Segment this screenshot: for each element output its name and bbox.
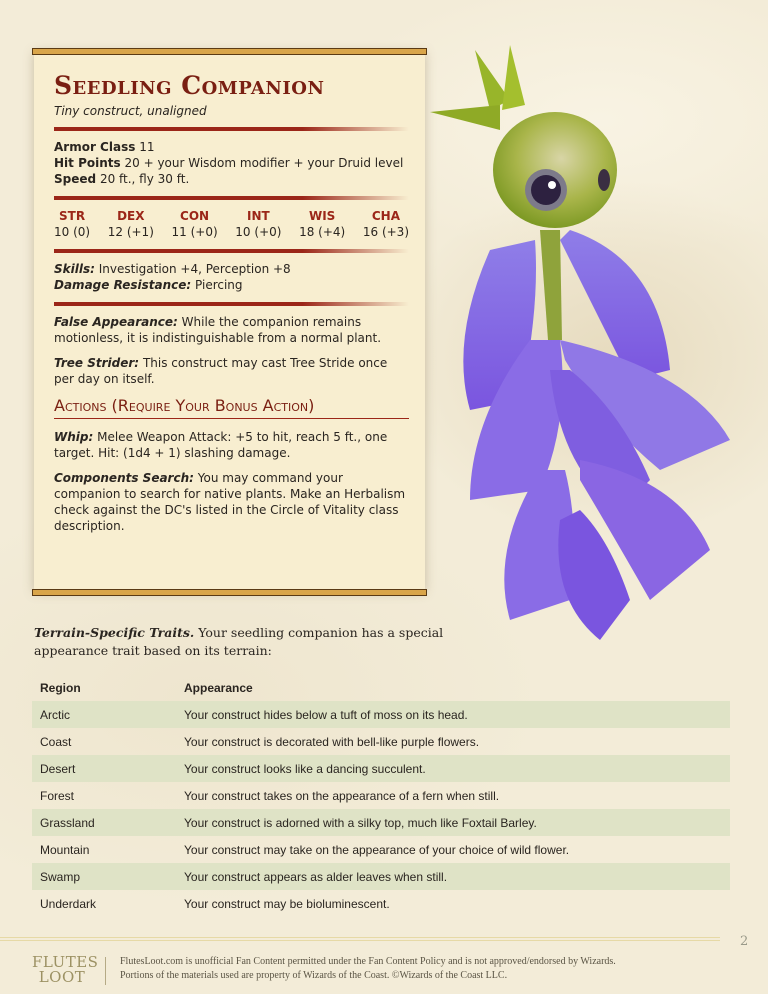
table-row: Underdark Your construct may be bioluminescent. [40,896,390,911]
ability-wis: WIS 18 (+4) [299,209,346,239]
table-row: Mountain Your construct may take on the appearance of your choice of wild flower. [40,842,570,857]
creature-type: Tiny construct, unaligned [54,104,207,118]
stat-block-bottom-bar [32,589,427,596]
creature-name: Seedling Companion [54,71,325,100]
table-header [32,674,730,701]
divider [54,196,409,200]
ability-dex: DEX 12 (+1) [107,209,154,239]
seedling-illustration [430,40,750,660]
header-region: Region [40,680,81,695]
stat-block-top-bar [32,48,427,55]
seedling-creature-icon [430,40,750,660]
armor-class: Armor Class 11 [54,140,155,154]
ability-str: STR 10 (0) [54,209,91,239]
ability-int: INT 10 (+0) [235,209,282,239]
table-row: Coast Your construct is decorated with bell-like purple flowers. [40,734,480,749]
page-number: 2 [740,934,749,949]
footer-disclaimer: FlutesLoot.com is unofficial Fan Content permitted under the Fan Content Policy and is not approved/endorsed by Wizards. Portions of the materials used are property of Wizards of the Coast. ©Wizards of the Coast LLC. [120,956,616,981]
ability-scores [54,208,409,240]
terrain-table [32,674,730,917]
table-row: Arctic Your construct hides below a tuft of moss on its head. [32,701,730,728]
actions-heading: Actions (Require Your Bonus Action) [54,396,409,419]
table-row: Desert Your construct looks like a dancing succulent. [32,755,730,782]
divider [54,302,409,306]
terrain-traits-intro: Terrain-Specific Traits. Your seedling companion has a special appearance trait based on its terrain: [34,625,444,658]
table-row: Grassland Your construct is adorned with a silky top, much like Foxtail Barley. [32,809,730,836]
speed: Speed 20 ft., fly 30 ft. [54,172,190,186]
footer-separator [105,957,106,985]
footer-divider [0,937,720,941]
action-components-search: Components Search: You may command your companion to search for native plants. Make an Herbalism check against the DC's listed in the Circle of Vitality class description. [54,471,406,533]
flutes-loot-logo: FLUTES LOOT [32,953,99,986]
table-row: Swamp Your construct appears as alder leaves when still. [32,863,730,890]
header-appearance: Appearance [184,680,253,695]
action-whip: Whip: Melee Weapon Attack: +5 to hit, reach 5 ft., one target. Hit: (1d4 + 1) slashing damage. [54,430,388,460]
stat-block [34,52,425,592]
ability-cha: CHA 16 (+3) [362,209,409,239]
hit-points: Hit Points 20 + your Wisdom modifier + your Druid level [54,156,404,170]
trait-false-appearance: False Appearance: While the companion remains motionless, it is indistinguishable from a normal plant. [54,315,382,345]
skills: Skills: Investigation +4, Perception +8 [54,262,291,276]
divider [54,249,409,253]
damage-resistance: Damage Resistance: Piercing [54,278,243,292]
divider [54,127,409,131]
ability-con: CON 11 (+0) [171,209,218,239]
trait-tree-strider: Tree Strider: This construct may cast Tree Stride once per day on itself. [54,356,388,386]
table-row: Forest Your construct takes on the appearance of a fern when still. [40,788,500,803]
